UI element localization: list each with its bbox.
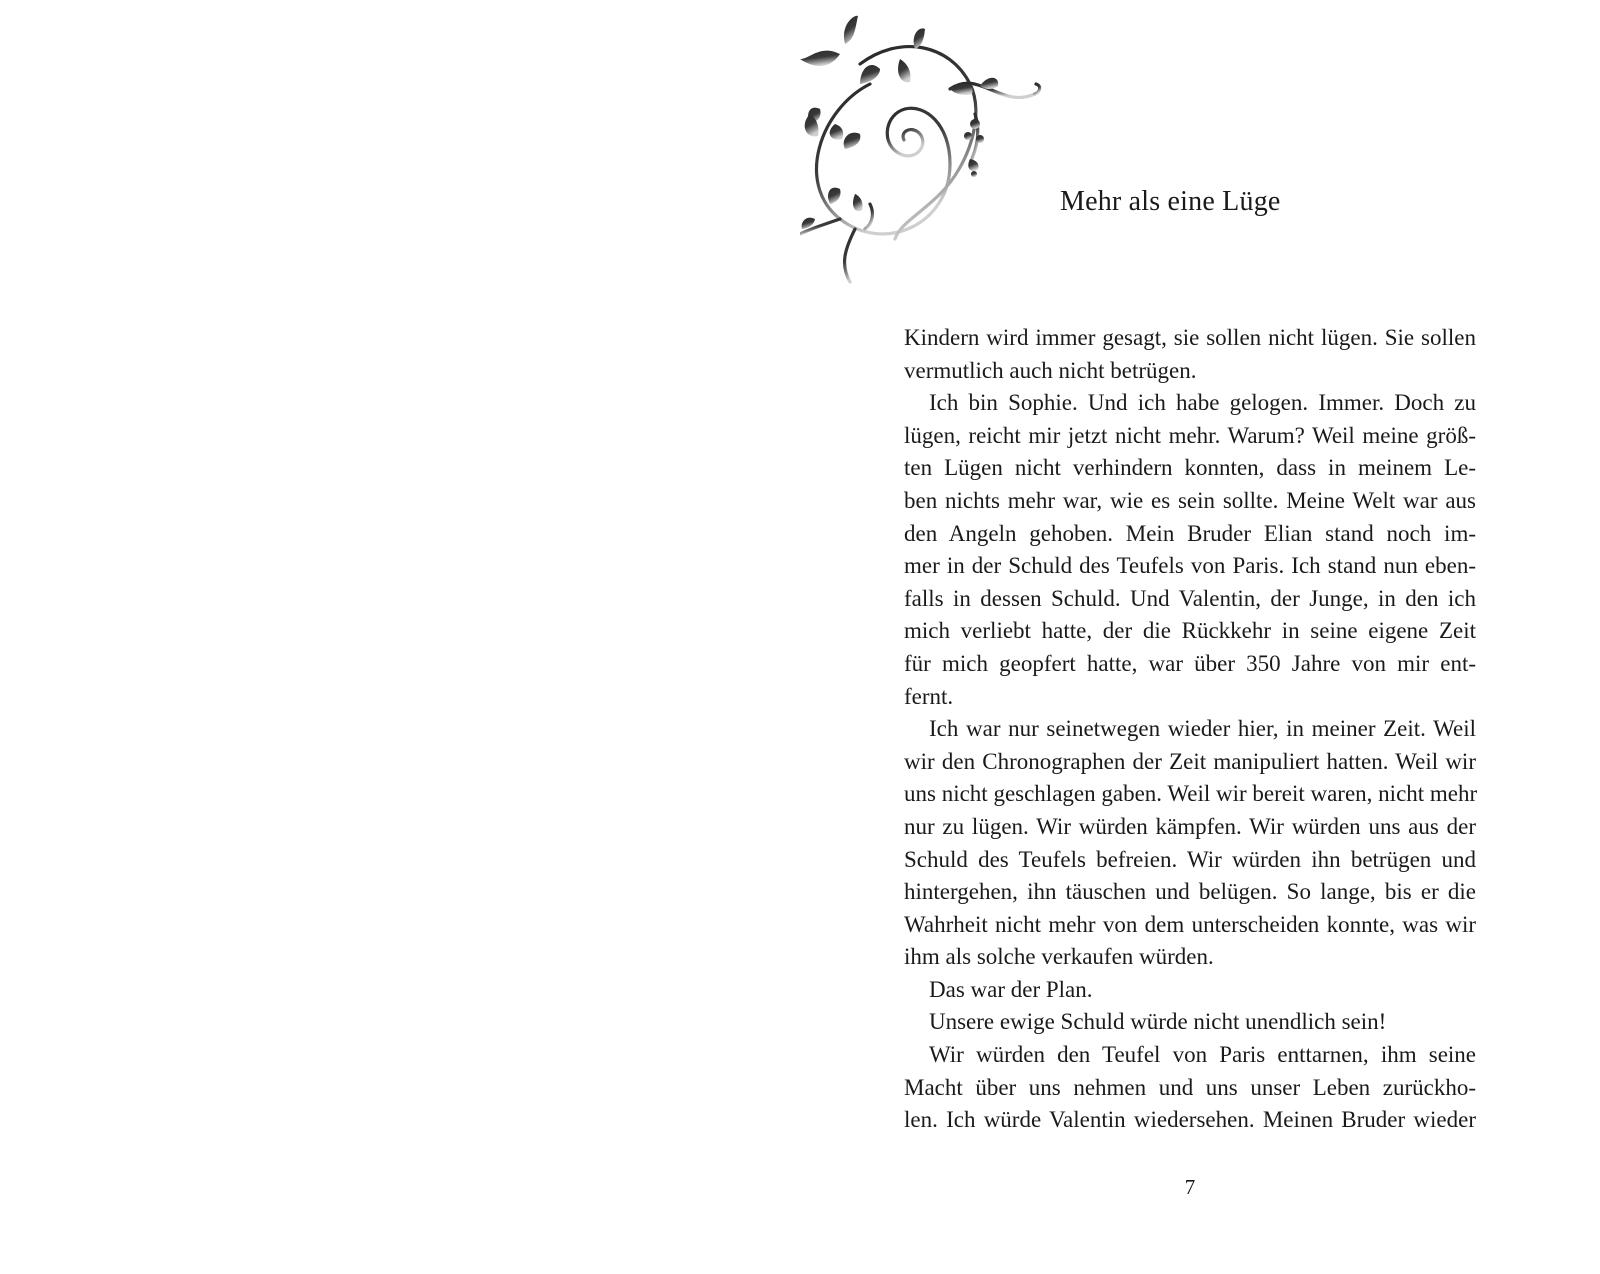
text-line: Ich war nur seinetwegen wieder hier, in meiner Zeit. Weil bbox=[929, 716, 1476, 742]
text-line: nur zu lügen. Wir würden kämpfen. Wir würden uns aus der bbox=[904, 813, 1476, 839]
text-line: Ich bin Sophie. Und ich habe gelogen. Immer. Doch zu bbox=[929, 390, 1476, 416]
text-line: fernt. bbox=[904, 683, 954, 709]
text-line: Schuld des Teufels befreien. Wir würden ihn betrügen und bbox=[904, 846, 1476, 872]
text-line: uns nicht geschlagen gaben. Weil wir bereit waren, nicht mehr bbox=[904, 781, 1478, 807]
text-line: falls in dessen Schuld. Und Valentin, der Junge, in den ich bbox=[904, 585, 1476, 611]
text-line: vermutlich auch nicht betrügen. bbox=[904, 357, 1197, 383]
text-line: len. Ich würde Valentin wiedersehen. Meinen Bruder wieder bbox=[904, 1107, 1476, 1133]
text-line: Wahrheit nicht mehr von dem unterscheiden konnte, was wir bbox=[904, 911, 1476, 937]
chapter-body-text bbox=[904, 322, 1476, 1137]
text-line: Das war der Plan. bbox=[929, 976, 1093, 1002]
page-number: 7 bbox=[1184, 1175, 1196, 1199]
text-line: für mich geopfert hatte, war über 350 Jahre von mir ent- bbox=[904, 650, 1476, 676]
text-line: mich verliebt hatte, der die Rückkehr in seine eigene Zeit bbox=[904, 618, 1476, 644]
text-line: wir den Chronographen der Zeit manipuliert hatten. Weil wir bbox=[904, 748, 1476, 774]
text-line: Unsere ewige Schuld würde nicht unendlich sein! bbox=[929, 1009, 1387, 1035]
text-line: Kindern wird immer gesagt, sie sollen nicht lügen. Sie sollen bbox=[904, 325, 1476, 350]
text-line: Wir würden den Teufel von Paris enttarnen, ihm seine bbox=[929, 1042, 1476, 1068]
text-line: mer in der Schuld des Teufels von Paris. Ich stand nun eben- bbox=[904, 553, 1476, 579]
chapter-title: Mehr als eine Lüge bbox=[1060, 186, 1281, 217]
text-line: lügen, reicht mir jetzt nicht mehr. Warum? Weil meine größ- bbox=[904, 422, 1476, 448]
text-line: ben nichts mehr war, wie es sein sollte. Meine Welt war aus bbox=[904, 487, 1476, 513]
text-line: ihm als solche verkaufen würden. bbox=[904, 944, 1214, 970]
floral-flourish-icon bbox=[800, 14, 1050, 284]
text-line: ten Lügen nicht verhindern konnten, dass in meinem Le- bbox=[904, 455, 1476, 481]
text-line: Macht über uns nehmen und uns unser Leben zurückho- bbox=[904, 1074, 1476, 1100]
text-line: den Angeln gehoben. Mein Bruder Elian stand noch im- bbox=[904, 520, 1476, 546]
text-line: hintergehen, ihn täuschen und belügen. So lange, bis er die bbox=[904, 879, 1476, 905]
